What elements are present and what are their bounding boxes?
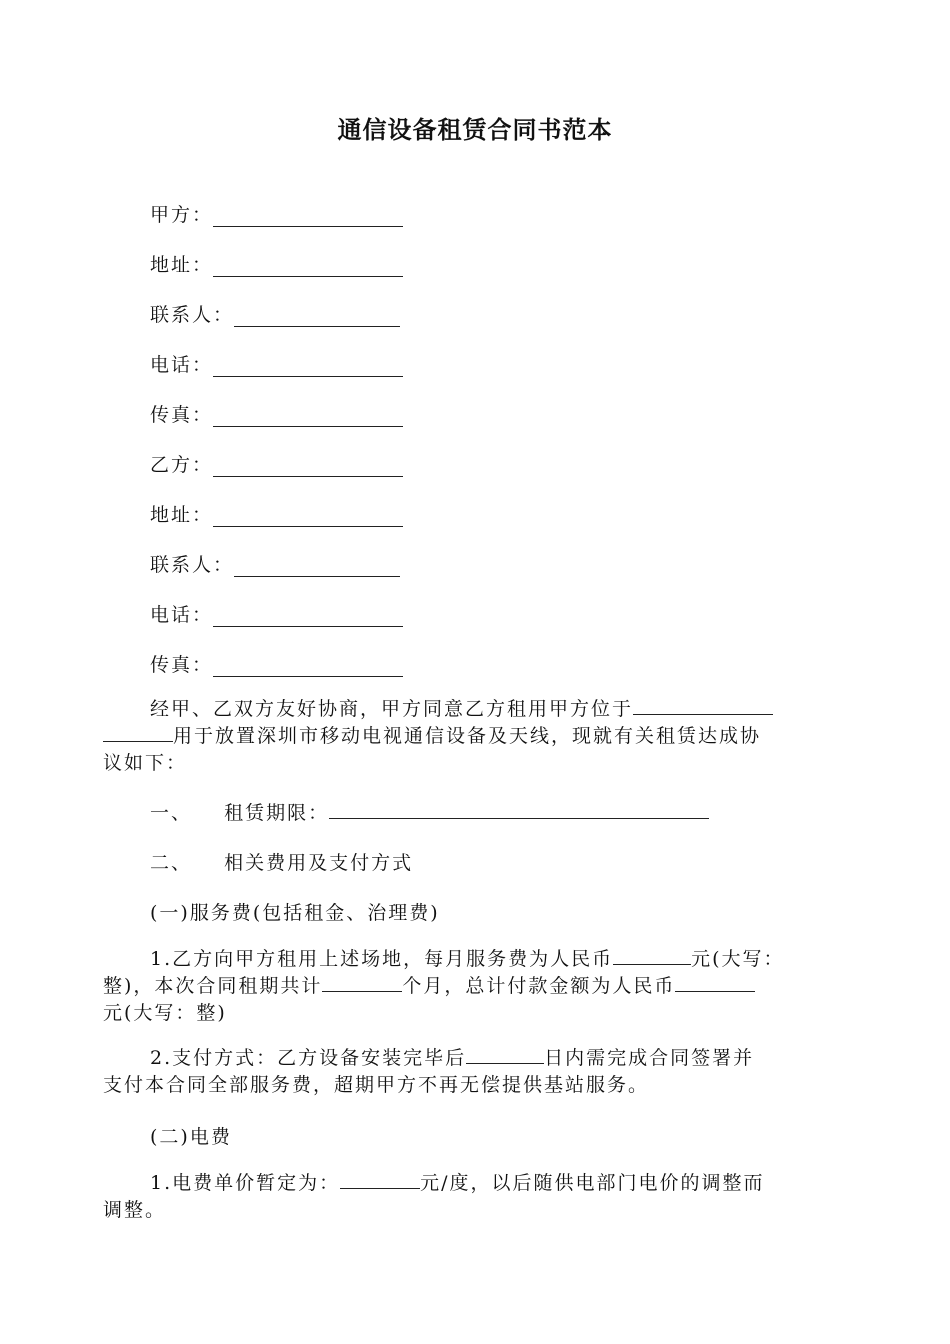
- party-b-blank: [213, 454, 403, 477]
- party-b-phone-blank: [213, 604, 403, 627]
- party-b-address-field: [150, 500, 403, 527]
- section-lease-term: [150, 798, 709, 825]
- party-a-contact-label: 联系人：: [150, 304, 235, 326]
- party-a-fax-field: [150, 400, 403, 427]
- intro-text-2: 用于放置深圳市移动电视通信设备及天线，现就有关租赁达成协: [173, 725, 762, 747]
- total-amount-blank: [675, 973, 755, 992]
- intro-text-1: 经甲、乙双方友好协商，甲方同意乙方租用甲方位于: [150, 698, 634, 720]
- party-b-label: 乙方：: [150, 454, 214, 476]
- intro-paragraph: [103, 696, 853, 777]
- unit-price-blank: [340, 1170, 420, 1189]
- monthly-fee-blank: [613, 946, 691, 965]
- electricity-item-1-text-b: 元/度，以后随供电部门电价的调整而: [420, 1172, 765, 1194]
- service-fee-item-1-text-d: 个月，总计付款金额为人民币: [402, 975, 676, 997]
- party-b-address-label: 地址：: [150, 504, 214, 526]
- party-a-address-blank: [213, 254, 403, 277]
- party-b-phone-label: 电话：: [150, 604, 214, 626]
- location-blank-cont: [103, 723, 173, 742]
- months-blank: [322, 973, 402, 992]
- party-a-phone-field: [150, 350, 403, 377]
- party-b-fax-label: 传真：: [150, 654, 214, 676]
- electricity-item-1-text-c: 调整。: [103, 1199, 167, 1221]
- party-b-field: [150, 450, 403, 477]
- lease-term-blank: [329, 800, 709, 819]
- location-blank: [633, 696, 773, 715]
- party-a-phone-label: 电话：: [150, 354, 214, 376]
- service-fee-item-1-text-a: 1.乙方向甲方租用上述场地，每月服务费为人民币: [150, 948, 614, 970]
- electricity-item-1-text-a: 1.电费单价暂定为：: [150, 1172, 341, 1194]
- party-a-label: 甲方：: [150, 204, 214, 226]
- service-fee-item-1-text-b: 元(大写：: [691, 948, 785, 970]
- party-b-phone-field: [150, 600, 403, 627]
- party-a-fax-blank: [213, 404, 403, 427]
- section-fees: [150, 848, 413, 875]
- party-b-address-blank: [213, 504, 403, 527]
- party-b-contact-label: 联系人：: [150, 554, 235, 576]
- service-fee-item-2: [103, 1045, 853, 1099]
- document-title: 通信设备租赁合同书范本: [337, 116, 613, 144]
- section-1-label: 租赁期限：: [224, 802, 330, 824]
- service-fee-item-2-text-b: 日内需完成合同签署并: [544, 1047, 755, 1069]
- electricity-heading: (二)电费: [150, 1126, 232, 1148]
- party-a-contact-blank: [234, 304, 400, 327]
- service-fee-item-1-text-e: 元(大写：整): [103, 1002, 227, 1024]
- service-fee-heading: (一)服务费(包括租金、治理费): [150, 902, 440, 924]
- section-2-label: 相关费用及支付方式: [224, 852, 414, 874]
- section-1-number: 一、: [150, 802, 193, 824]
- party-a-phone-blank: [213, 354, 403, 377]
- electricity-item-1: [103, 1170, 853, 1224]
- party-a-blank: [213, 204, 403, 227]
- party-a-field: [150, 200, 403, 227]
- service-fee-item-1: [103, 946, 853, 1027]
- service-fee-item-2-text-a: 2.支付方式：乙方设备安装完毕后: [150, 1047, 467, 1069]
- party-a-fax-label: 传真：: [150, 404, 214, 426]
- party-a-address-field: [150, 250, 403, 277]
- party-a-contact-field: [150, 300, 400, 327]
- party-b-fax-blank: [213, 654, 403, 677]
- service-fee-item-1-text-c: 整)，本次合同租期共计: [103, 975, 323, 997]
- intro-text-3: 议如下：: [103, 752, 188, 774]
- party-b-fax-field: [150, 650, 403, 677]
- section-2-number: 二、: [150, 852, 193, 874]
- service-fee-item-2-text-c: 支付本合同全部服务费，超期甲方不再无偿提供基站服务。: [103, 1074, 650, 1096]
- party-a-address-label: 地址：: [150, 254, 214, 276]
- party-b-contact-blank: [234, 554, 400, 577]
- days-blank: [466, 1045, 544, 1064]
- party-b-contact-field: [150, 550, 400, 577]
